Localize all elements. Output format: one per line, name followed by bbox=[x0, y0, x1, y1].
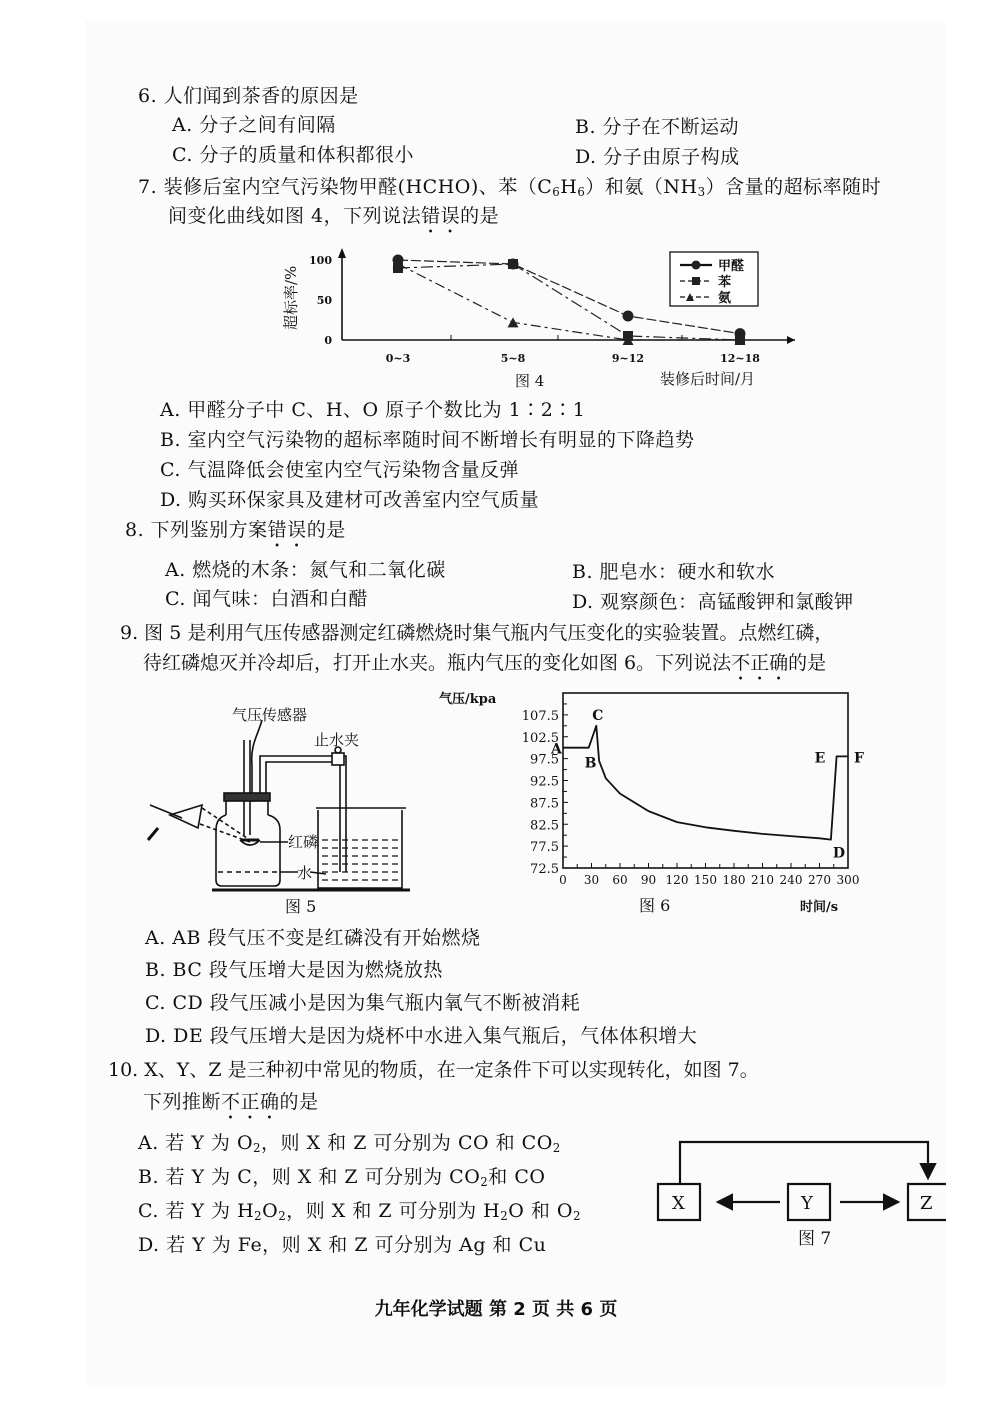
q8-option-a: A. 燃烧的木条：氮气和二氧化碳 bbox=[165, 559, 446, 581]
label-water: 水 bbox=[297, 864, 313, 882]
figure-5-apparatus bbox=[140, 690, 420, 920]
gas-bottle bbox=[216, 815, 280, 886]
x-tick-label: 5~8 bbox=[500, 352, 526, 365]
plot-frame bbox=[563, 693, 848, 868]
x-tick-label: 0~3 bbox=[385, 352, 411, 365]
x-axis-label: 时间/s bbox=[800, 900, 839, 915]
legend-label: 氨 bbox=[718, 291, 732, 306]
q6-option-b: B. 分子在不断运动 bbox=[575, 116, 740, 138]
q6-option-a: A. 分子之间有间隔 bbox=[172, 114, 336, 136]
q9-option-d: D. DE 段气压增大是因为烧杯中水进入集气瓶后，气体体积增大 bbox=[145, 1025, 698, 1047]
q9-option-b: B. BC 段气压增大是因为燃烧放热 bbox=[145, 959, 443, 981]
x-tick-label: 300 bbox=[836, 873, 860, 887]
q6-option-d: D. 分子由原子构成 bbox=[575, 146, 740, 168]
x-tick-label: 60 bbox=[612, 873, 628, 887]
arrow-x-to-z bbox=[680, 1142, 928, 1184]
y-tick-label: 100 bbox=[309, 254, 332, 267]
point-label-D: D bbox=[832, 845, 846, 862]
x-tick-label: 270 bbox=[808, 873, 831, 887]
chart-caption: 图 6 bbox=[639, 896, 671, 915]
connecting-tube bbox=[260, 756, 346, 872]
q7-option-b: B. 室内空气污染物的超标率随时间不断增长有明显的下降趋势 bbox=[160, 429, 695, 451]
x-tick-label: 90 bbox=[640, 873, 657, 887]
y-tick-label: 102.5 bbox=[521, 730, 559, 746]
q8-stem: 8. 下列鉴别方案错误的是 bbox=[125, 519, 346, 541]
legend-label: 苯 bbox=[718, 275, 732, 290]
figure-7-diagram bbox=[650, 1130, 946, 1255]
y-tick-label: 97.5 bbox=[530, 752, 559, 768]
q10-option-b: B. 若 Y 为 C，则 X 和 Z 可分别为 $CO_2$和 CO bbox=[138, 1166, 546, 1189]
x-axis-arrow bbox=[787, 336, 795, 344]
point-label-F: F bbox=[854, 750, 864, 767]
y-tick-label: 92.5 bbox=[530, 774, 559, 790]
q10-option-a: A. 若 Y 为 $O_2$，则 X 和 Z 可分别为 CO 和 $CO_2$ bbox=[138, 1132, 561, 1155]
figure-7-caption: 图 7 bbox=[798, 1229, 832, 1249]
legend-box bbox=[670, 252, 758, 306]
y-tick-label: 82.5 bbox=[530, 818, 559, 834]
x-tick-label: 12~18 bbox=[720, 352, 760, 365]
y-tick-label: 77.5 bbox=[530, 840, 559, 856]
data-point-circle bbox=[623, 311, 634, 322]
legend-marker-square bbox=[692, 277, 700, 285]
q7-stem-line1: 7. 装修后室内空气污染物甲醛(HCHO)、苯$(C_6H_6)$和氨$(NH_3)$含量的超标率随时 bbox=[138, 176, 882, 199]
beaker bbox=[318, 810, 402, 888]
y-tick-label: 87.5 bbox=[530, 796, 559, 812]
legend-marker-circle bbox=[692, 261, 701, 270]
y-tick-label: 0 bbox=[324, 334, 332, 347]
y-axis-label: 超标率/% bbox=[282, 265, 300, 330]
x-tick-label: 120 bbox=[665, 873, 689, 887]
node-y-label: Y bbox=[801, 1193, 813, 1214]
legend-label: 甲醛 bbox=[718, 259, 745, 274]
q7-option-d: D. 购买环保家具及建材可改善室内空气质量 bbox=[160, 489, 540, 511]
q9-option-a: A. AB 段气压不变是红磷没有开始燃烧 bbox=[145, 927, 481, 949]
x-tick-label: 240 bbox=[779, 873, 803, 887]
q10-stem-line2: 下列推断不正确的是 bbox=[143, 1091, 319, 1113]
x-axis-label: 装修后时间/月 bbox=[660, 370, 756, 388]
y-tick-label: 50 bbox=[316, 294, 332, 307]
q6-stem: 6. 人们闻到茶香的原因是 bbox=[138, 85, 359, 107]
q10-option-c: C. 若 Y 为 $H_2O_2$，则 X 和 Z 可分别为 $H_2O$ 和 $O_2$ bbox=[138, 1200, 581, 1223]
label-phosphorus: 红磷 bbox=[288, 833, 319, 851]
label-clamp: 止水夹 bbox=[314, 731, 360, 749]
q10-stem-line1: 10. X、Y、Z 是三种初中常见的物质，在一定条件下可以实现转化，如图 7。 bbox=[108, 1059, 759, 1081]
q7-option-a: A. 甲醛分子中 C、H、O 原子个数比为 1∶2∶1 bbox=[160, 399, 586, 421]
q8-option-c: C. 闻气味：白酒和白醋 bbox=[165, 588, 368, 610]
y-axis-label: 气压/kpa bbox=[439, 692, 497, 707]
page-footer: 九年化学试题 第 2 页 共 6 页 bbox=[374, 1299, 618, 1320]
q8-option-b: B. 肥皂水：硬水和软水 bbox=[572, 561, 776, 583]
point-label-A: A bbox=[551, 741, 562, 758]
point-label-C: C bbox=[592, 707, 604, 724]
x-tick-label: 9~12 bbox=[611, 352, 645, 365]
figure-6-chart bbox=[435, 685, 895, 920]
q10-option-d: D. 若 Y 为 Fe，则 X 和 Z 可分别为 Ag 和 Cu bbox=[138, 1234, 547, 1256]
point-label-B: B bbox=[584, 755, 597, 772]
x-tick-label: 180 bbox=[722, 873, 746, 887]
node-z-label: Z bbox=[920, 1193, 933, 1214]
label-sensor: 气压传感器 bbox=[232, 706, 308, 724]
data-point-square bbox=[508, 259, 518, 269]
q9-stem-line2: 待红磷熄灭并冷却后，打开止水夹。瓶内气压的变化如图 6。下列说法不正确的是 bbox=[143, 652, 827, 674]
x-tick-label: 0 bbox=[559, 873, 567, 887]
q9-stem-line1: 9. 图 5 是利用气压传感器测定红磷燃烧时集气瓶内气压变化的实验装置。点燃红磷， bbox=[120, 622, 834, 644]
figure-4-chart bbox=[270, 238, 810, 393]
chart-caption: 图 4 bbox=[515, 372, 545, 390]
q9-option-c: C. CD 段气压减小是因为集气瓶内氧气不断被消耗 bbox=[145, 992, 581, 1014]
figure-5-caption: 图 5 bbox=[285, 897, 317, 916]
q7-stem-line2: 间变化曲线如图 4，下列说法错误的是 bbox=[168, 205, 500, 227]
y-axis-arrow bbox=[338, 248, 346, 258]
chart-legend bbox=[670, 252, 758, 306]
node-x-label: X bbox=[672, 1193, 685, 1214]
q7-option-c: C. 气温降低会使室内空气污染物含量反弹 bbox=[160, 459, 519, 481]
x-tick-label: 150 bbox=[694, 873, 717, 887]
y-tick-label: 107.5 bbox=[521, 708, 559, 724]
y-tick-label: 72.5 bbox=[530, 862, 559, 877]
point-label-E: E bbox=[814, 750, 826, 767]
water-clamp bbox=[332, 753, 344, 765]
q6-option-c: C. 分子的质量和体积都很小 bbox=[172, 144, 414, 166]
q8-option-d: D. 观察颜色：高锰酸钾和氯酸钾 bbox=[572, 591, 854, 613]
x-tick-label: 210 bbox=[751, 873, 774, 887]
pressure-curve bbox=[563, 726, 848, 840]
x-tick-label: 30 bbox=[583, 873, 600, 887]
